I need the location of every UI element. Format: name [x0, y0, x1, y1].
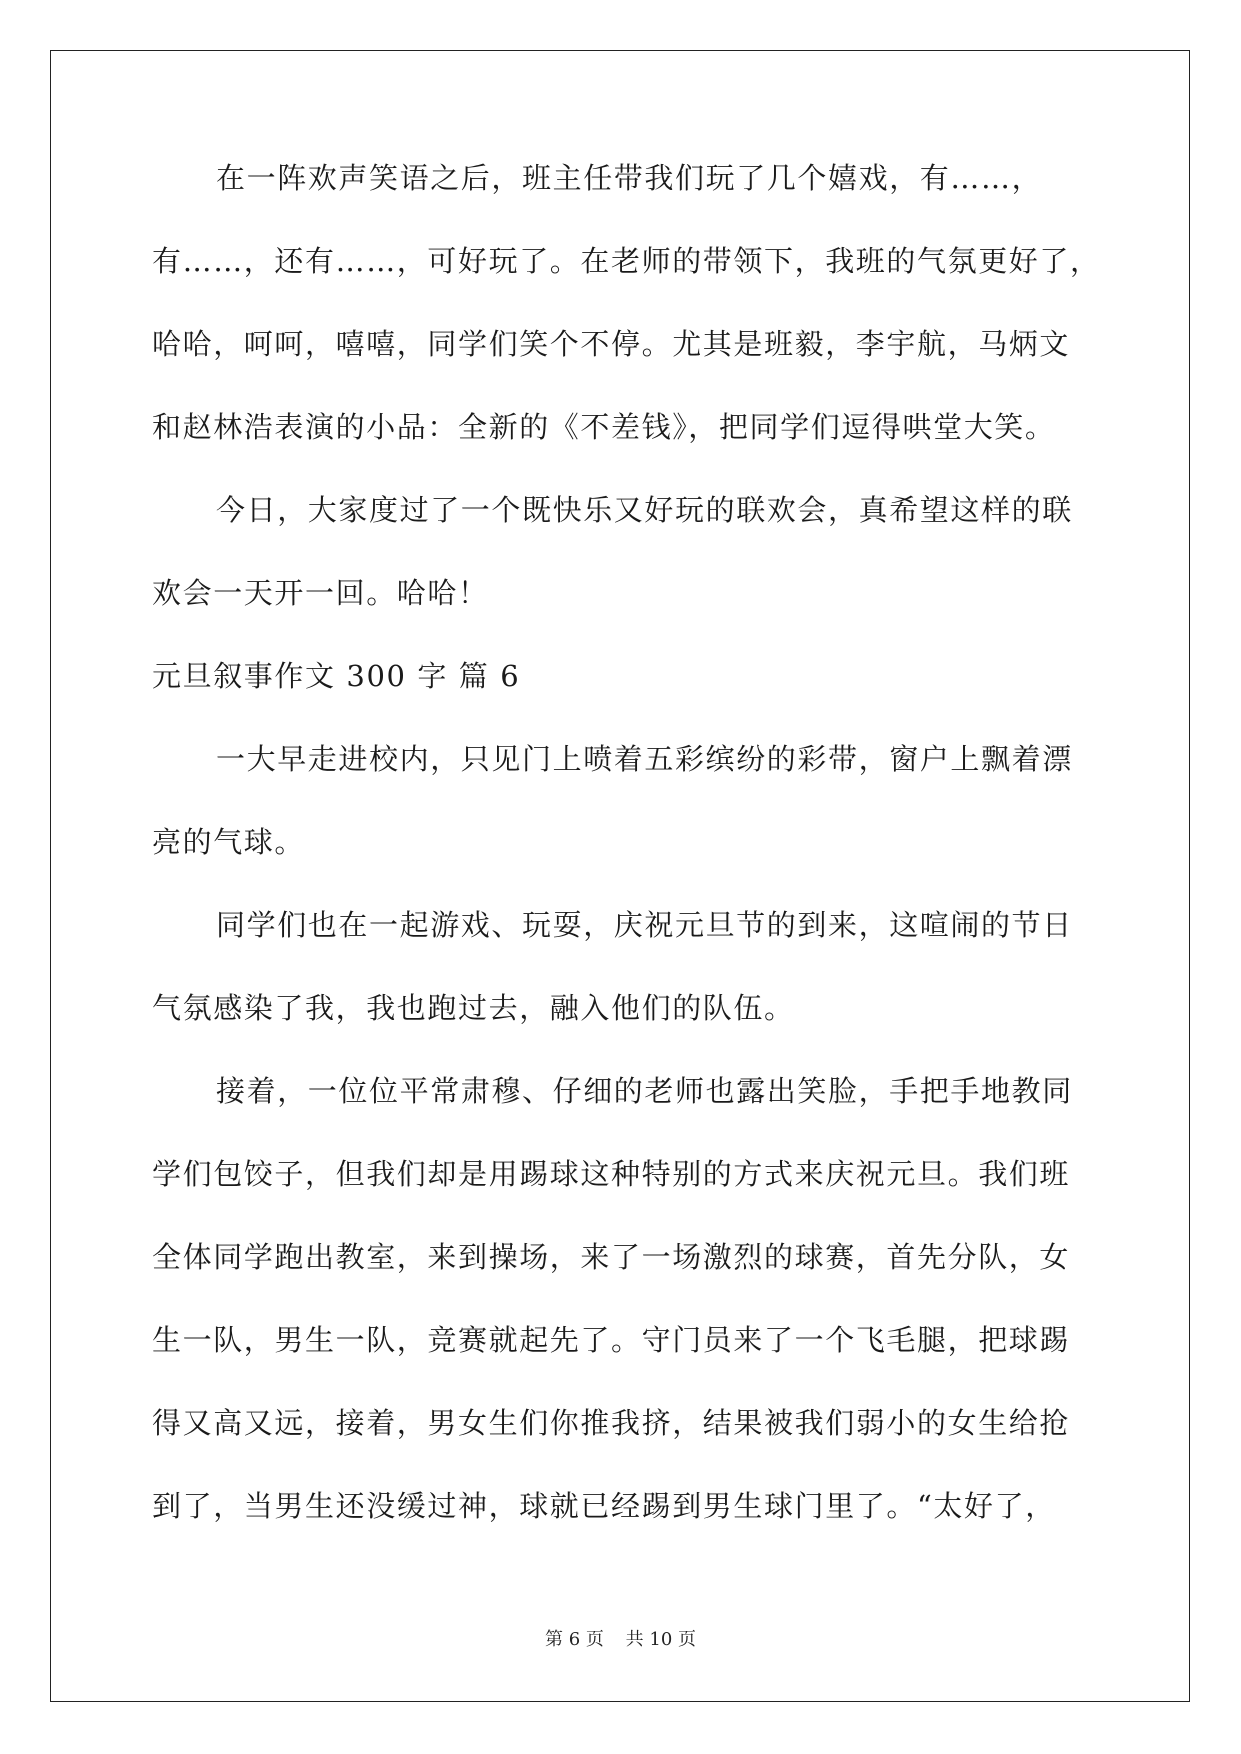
paragraph-line: 亮的气球。: [152, 825, 306, 859]
paragraph-line: 在一阵欢声笑语之后，班主任带我们玩了几个嬉戏，有……，: [216, 161, 1043, 195]
paragraph-line: 接着，一位位平常肃穆、仔细的老师也露出笑脸，手把手地教同: [216, 1074, 1073, 1108]
current-page-label: 第 6 页: [545, 1629, 604, 1650]
paragraph-line: 哈哈，呵呵，嘻嘻，同学们笑个不停。尤其是班毅，李宇航，马炳文: [152, 327, 1071, 361]
paragraph-line: 全体同学跑出教室，来到操场，来了一场激烈的球赛，首先分队，女: [152, 1240, 1071, 1274]
paragraph-line: 有……，还有……，可好玩了。在老师的带领下，我班的气氛更好了，: [152, 244, 1101, 278]
paragraph-line: 今日，大家度过了一个既快乐又好玩的联欢会，真希望这样的联: [216, 493, 1073, 527]
paragraph-line: 同学们也在一起游戏、玩耍，庆祝元旦节的到来，这喧闹的节日: [216, 908, 1073, 942]
paragraph-line: 学们包饺子，但我们却是用踢球这种特别的方式来庆祝元旦。我们班: [152, 1157, 1071, 1191]
paragraph-line: 和赵林浩表演的小品：全新的《不差钱》，把同学们逗得哄堂大笑。: [152, 410, 1056, 444]
paragraph-line: 气氛感染了我，我也跑过去，融入他们的队伍。: [152, 991, 795, 1025]
document-body: [152, 160, 1101, 1571]
paragraph-line: 欢会一天开一回。哈哈！: [152, 576, 489, 610]
page-footer: [0, 1625, 1241, 1651]
paragraph-line: 到了，当男生还没缓过神，球就已经踢到男生球门里了。“太好了，: [152, 1489, 1056, 1523]
section-heading: 元旦叙事作文 300 字 篇 6: [152, 659, 521, 693]
paragraph-line: 一大早走进校内，只见门上喷着五彩缤纷的彩带，窗户上飘着漂: [216, 742, 1073, 776]
paragraph-line: 得又高又远，接着，男女生们你推我挤，结果被我们弱小的女生给抢: [152, 1406, 1071, 1440]
total-pages-label: 共 10 页: [625, 1629, 696, 1650]
paragraph-line: 生一队，男生一队，竞赛就起先了。守门员来了一个飞毛腿，把球踢: [152, 1323, 1071, 1357]
